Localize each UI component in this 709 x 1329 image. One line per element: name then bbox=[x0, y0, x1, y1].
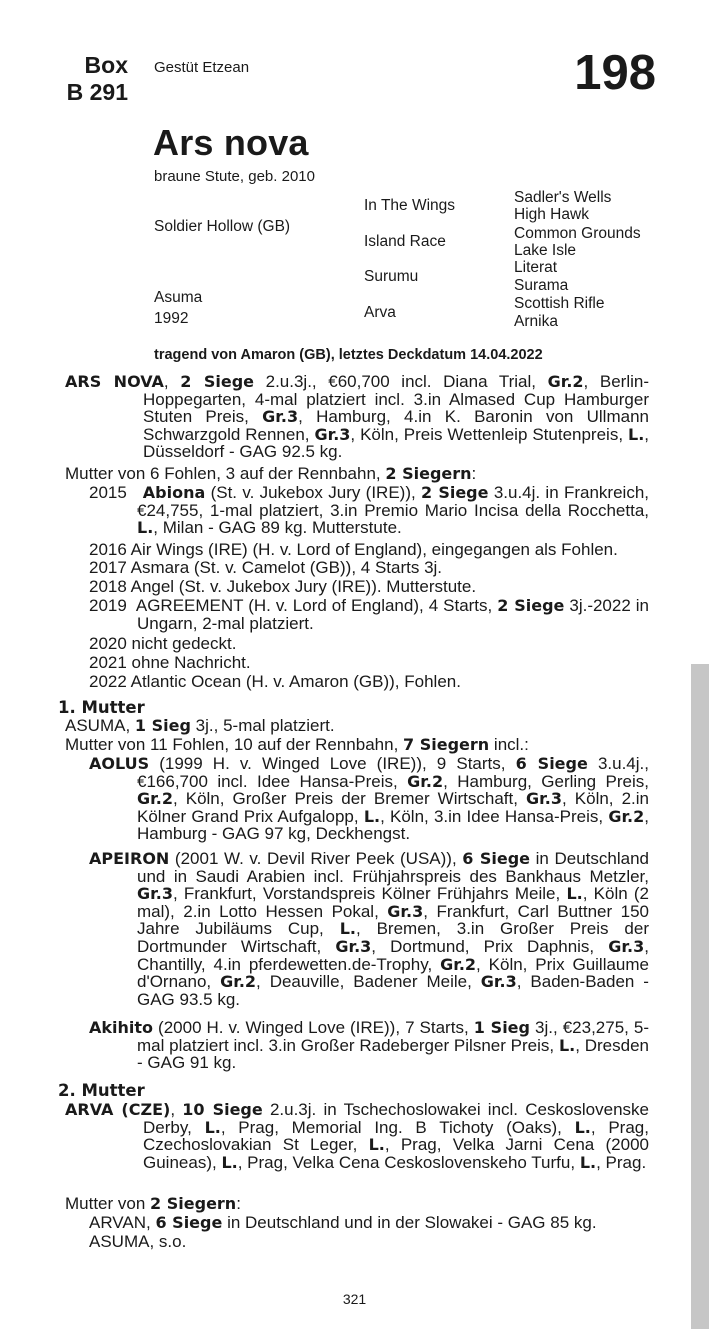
listed-badge: L. bbox=[204, 1117, 221, 1137]
progeny-text: , Dortmund, Prix Daphnis, bbox=[371, 936, 595, 956]
progeny-text: , Bremen, 3.in Großer Preis der Dortmunder Wirtschaft, bbox=[137, 919, 649, 956]
pedigree-sire: Soldier Hollow (GB) bbox=[154, 218, 291, 235]
record-horse-name: ARS NOVA bbox=[65, 372, 164, 391]
foal-wins: 2 Siege bbox=[421, 483, 489, 502]
foal-text: (St. v. Jukebox Jury (IRE)), bbox=[210, 483, 416, 502]
record-text: 2.u.3j., €60,700 incl. Diana Trial, bbox=[265, 372, 536, 391]
progeny-text: , Köln, Großer Preis der Bremer Wirtschaft, bbox=[172, 789, 518, 809]
pedigree-dam: Asuma bbox=[154, 289, 203, 306]
scrollbar-thumb[interactable] bbox=[691, 664, 709, 1329]
group-badge: Gr.2 bbox=[608, 806, 645, 826]
box-number: B 291 bbox=[66, 79, 128, 105]
foal-2016: 2016 Air Wings (IRE) (H. v. Lord of England), eingegangen als Fohlen. bbox=[89, 540, 618, 559]
foal-text: 3.u.4j. in Frankreich, €24,755, 1-mal platziert, 3.in Premio Mario Incisa della Rocchetta, bbox=[137, 483, 649, 520]
progeny-arvan bbox=[89, 1214, 597, 1232]
progeny-text: , Köln (2 mal), 2.in Lotto Hessen Pokal, bbox=[137, 884, 650, 921]
record-text: , Berlin-Hoppegarten, 4-mal platziert incl. 3.in Almased Cup Hamburger Stuten Preis, bbox=[143, 372, 649, 427]
group-badge: Gr.3 bbox=[335, 936, 372, 956]
record-text: , Köln, Preis Wettenleip Stutenpreis, bbox=[350, 424, 624, 444]
pedigree-gen2-4: Arva bbox=[364, 304, 396, 321]
summary-colon: : bbox=[471, 464, 477, 483]
dam-text: , Prag, Memorial Ing. B Tichoty (Oaks), bbox=[220, 1117, 562, 1137]
second-dam-heading: 2. Mutter bbox=[58, 1081, 145, 1100]
summary-text: Mutter von 6 Fohlen, 3 auf der Rennbahn, bbox=[65, 464, 381, 483]
pedigree-gen3-4: Lake Isle bbox=[514, 242, 577, 259]
group-badge: Gr.2 bbox=[137, 789, 173, 809]
progeny-wins: 6 Siege bbox=[515, 754, 588, 773]
horse-name-title: Ars nova bbox=[153, 122, 309, 163]
pedigree-gen2-3: Surumu bbox=[364, 268, 419, 285]
dam-winners: 2 Siegern bbox=[150, 1194, 237, 1213]
dam-text: , bbox=[170, 1100, 176, 1119]
page-number: 321 bbox=[342, 1291, 367, 1307]
second-dam-mother-of bbox=[65, 1195, 241, 1213]
group-badge: Gr.3 bbox=[387, 901, 424, 921]
group-badge: Gr.2 bbox=[547, 372, 584, 391]
progeny-wins: 6 Siege bbox=[155, 1213, 223, 1232]
progeny-aolus bbox=[89, 755, 649, 843]
listed-badge: L. bbox=[574, 1117, 591, 1137]
dam-text: , Prag, Velka Jarni Cena (2000 Guineas), bbox=[143, 1135, 649, 1172]
foal-2018: 2018 Angel (St. v. Jukebox Jury (IRE)). Mutterstute. bbox=[89, 577, 477, 596]
foal-2022: 2022 Atlantic Ocean (H. v. Amaron (GB)), Fohlen. bbox=[89, 672, 461, 691]
box-word: Box bbox=[84, 52, 128, 78]
progeny-name: AOLUS bbox=[89, 754, 150, 773]
group-badge: Gr.2 bbox=[440, 954, 477, 974]
group-badge: Gr.2 bbox=[407, 771, 444, 791]
progeny-text: , Köln, 3.in Idee Hansa-Preis, bbox=[380, 806, 604, 826]
dam-text: 2.u.3j. in Tschechoslowakei incl. Ceskoslovenske Derby, bbox=[143, 1100, 649, 1137]
dam-text: , Prag, Velka Cena Ceskoslovenskeho Turfu, bbox=[237, 1152, 576, 1172]
group-badge: Gr.3 bbox=[480, 972, 517, 992]
first-dam-line2 bbox=[65, 736, 529, 754]
pedigree-gen3-7: Scottish Rifle bbox=[514, 295, 605, 312]
pedigree-gen3-3: Common Grounds bbox=[514, 225, 641, 242]
pedigree-gen3-1: Sadler's Wells bbox=[514, 189, 612, 206]
dam-name: ASUMA, bbox=[65, 716, 131, 735]
horse-description: braune Stute, geb. 2010 bbox=[154, 168, 315, 185]
foal-2019 bbox=[89, 597, 649, 632]
group-badge: Gr.3 bbox=[262, 407, 299, 427]
progeny-text: , Baden-Baden - GAG 93.5 kg. bbox=[137, 972, 649, 1009]
foal-2020: 2020 nicht gedeckt. bbox=[89, 634, 237, 653]
pedigree-gen3-5: Literat bbox=[514, 259, 558, 276]
covering-note: tragend von Amaron (GB), letztes Deckdatum 14.04.2022 bbox=[154, 347, 543, 363]
progeny-text: , Chantilly, 4.in pferdewetten.de-Trophy, bbox=[137, 936, 649, 974]
group-badge: Gr.3 bbox=[526, 789, 562, 809]
progeny-text: in Deutschland und in Saudi Arabien incl. Frühjahrspreis des Bankhaus Metzler, bbox=[137, 849, 649, 886]
foal-2017: 2017 Asmara (St. v. Camelot (GB)), 4 Starts 3j. bbox=[89, 558, 443, 577]
progeny-apeiron bbox=[89, 850, 649, 1008]
first-dam-heading: 1. Mutter bbox=[58, 698, 145, 717]
listed-badge: L. bbox=[363, 806, 381, 826]
listed-badge: L. bbox=[566, 884, 583, 904]
dam-wins: 1 Sieg bbox=[134, 716, 191, 735]
dam-text: incl.: bbox=[493, 735, 529, 754]
progeny-text: , Hamburg, Gerling Preis, bbox=[443, 771, 649, 791]
pedigree-gen3-6: Surama bbox=[514, 277, 569, 294]
progeny-text: , Frankfurt, Carl Buttner 150 Jahre Jubiläums Cup, bbox=[137, 901, 649, 939]
listed-badge: L. bbox=[579, 1152, 597, 1172]
progeny-text: , Köln, Prix Guillaume d'Ornano, bbox=[137, 954, 650, 992]
listed-badge: L. bbox=[221, 1152, 238, 1172]
listed-badge: L. bbox=[368, 1135, 385, 1155]
progeny-text: in Deutschland und in der Slowakei - GAG 85 kg. bbox=[227, 1213, 597, 1232]
foal-2015 bbox=[89, 484, 649, 537]
pedigree-gen3-2: High Hawk bbox=[514, 206, 589, 223]
progeny-text: 3.u.4j., €166,700 incl. Idee Hansa-Preis, bbox=[137, 754, 649, 791]
progeny-name: Akihito bbox=[89, 1018, 154, 1037]
group-badge: Gr.3 bbox=[608, 936, 645, 956]
progeny-akihito bbox=[89, 1019, 649, 1072]
pedigree-gen2-2: Island Race bbox=[364, 233, 446, 250]
dam-name: ARVA (CZE) bbox=[65, 1100, 171, 1119]
progeny-asuma: ASUMA, s.o. bbox=[89, 1232, 187, 1251]
foal-text: , Milan - GAG 89 kg. Mutterstute. bbox=[153, 518, 402, 538]
box-label bbox=[58, 52, 128, 106]
pedigree-dam-year: 1992 bbox=[154, 310, 189, 327]
foal-2021: 2021 ohne Nachricht. bbox=[89, 653, 251, 672]
progeny-text: (2000 H. v. Winged Love (IRE)), 7 Starts, bbox=[158, 1018, 469, 1037]
progeny-text: (2001 W. v. Devil River Peek (USA)), bbox=[174, 849, 457, 868]
group-badge: Gr.3 bbox=[314, 424, 351, 444]
foal-wins: 2 Siege bbox=[497, 596, 565, 615]
breeder-name: Gestüt Etzean bbox=[154, 59, 250, 76]
listed-badge: L. bbox=[558, 1035, 576, 1055]
foal-text: AGREEMENT (H. v. Lord of England), 4 Starts, bbox=[135, 596, 493, 615]
group-badge: Gr.2 bbox=[220, 972, 257, 992]
progeny-text: 3j., €23,275, 5-mal platziert incl. 3.in Großer Radeberger Pilsner Preis, bbox=[137, 1018, 649, 1055]
second-dam-record bbox=[65, 1101, 649, 1171]
dam-text: Mutter von 11 Fohlen, 10 auf der Rennbahn, bbox=[65, 735, 399, 754]
main-race-record: ARS NOVA, 2 Siege 2.u.3j., €60,700 incl. Diana Trial, Gr.2, Berlin-Hoppegarten, 4-mal platziert incl. 3.in Almased Cup Hamburger Stuten Preis, Gr.3, Hamburg, 4.in K. Baronin von Ullmann Schwarzgold Rennen, Gr.3, Köln, Preis Wettenleip Stutenpreis, L., Düsseldorf - GAG 92.5 kg. bbox=[65, 372, 650, 462]
dam-text: Mutter von bbox=[65, 1194, 146, 1213]
dam-text: 3j., 5-mal platziert. bbox=[195, 716, 335, 735]
winners-count: 2 Siegern bbox=[385, 464, 472, 483]
progeny-text: , Frankfurt, Vorstandspreis Kölner Frühjahrs Meile, bbox=[172, 884, 561, 904]
progeny-wins: 6 Siege bbox=[462, 849, 531, 868]
progeny-text: , Deauville, Badener Meile, bbox=[256, 972, 472, 992]
dam-text: , Prag, Czechoslovakian St Leger, bbox=[143, 1117, 649, 1155]
first-dam-line1 bbox=[65, 717, 335, 735]
dam-wins: 10 Siege bbox=[182, 1100, 263, 1119]
dam-text: : bbox=[236, 1194, 241, 1213]
progeny-wins: 1 Sieg bbox=[473, 1018, 530, 1037]
foal-text: 3j.-2022 in Ungarn, 2-mal platziert. bbox=[137, 596, 650, 633]
listed-badge: L. bbox=[628, 424, 645, 444]
progeny-name: ARVAN, bbox=[89, 1213, 151, 1232]
group-badge: Gr.3 bbox=[137, 884, 173, 904]
foal-year: 2015 bbox=[89, 483, 127, 502]
record-text: , Hamburg, 4.in K. Baronin von Ullmann Schwarzgold Rennen, bbox=[143, 407, 649, 444]
pedigree-gen2-1: In The Wings bbox=[364, 197, 456, 214]
progeny-text: , Hamburg - GAG 97 kg, Deckhengst. bbox=[137, 806, 649, 844]
foal-name: Abiona bbox=[142, 483, 206, 502]
record-text: , Düsseldorf - GAG 92.5 kg. bbox=[143, 424, 650, 462]
listed-badge: L. bbox=[339, 919, 356, 939]
dam-text: , Prag. bbox=[596, 1152, 647, 1172]
lot-number: 198 bbox=[574, 46, 656, 100]
listed-badge: L. bbox=[137, 518, 154, 538]
pedigree-gen3-8: Arnika bbox=[514, 313, 558, 330]
dam-winners: 7 Siegern bbox=[403, 735, 490, 754]
progeny-text: , Köln, 2.in Kölner Grand Prix Aufgalopp, bbox=[137, 789, 650, 826]
progeny-text: , Dresden - GAG 91 kg. bbox=[137, 1035, 649, 1073]
progeny-name: APEIRON bbox=[89, 849, 170, 868]
mother-of-summary bbox=[65, 465, 476, 483]
progeny-text: (1999 H. v. Winged Love (IRE)), 9 Starts, bbox=[159, 754, 506, 773]
record-wins: 2 Siege bbox=[180, 372, 254, 391]
foal-year: 2019 bbox=[89, 596, 127, 615]
